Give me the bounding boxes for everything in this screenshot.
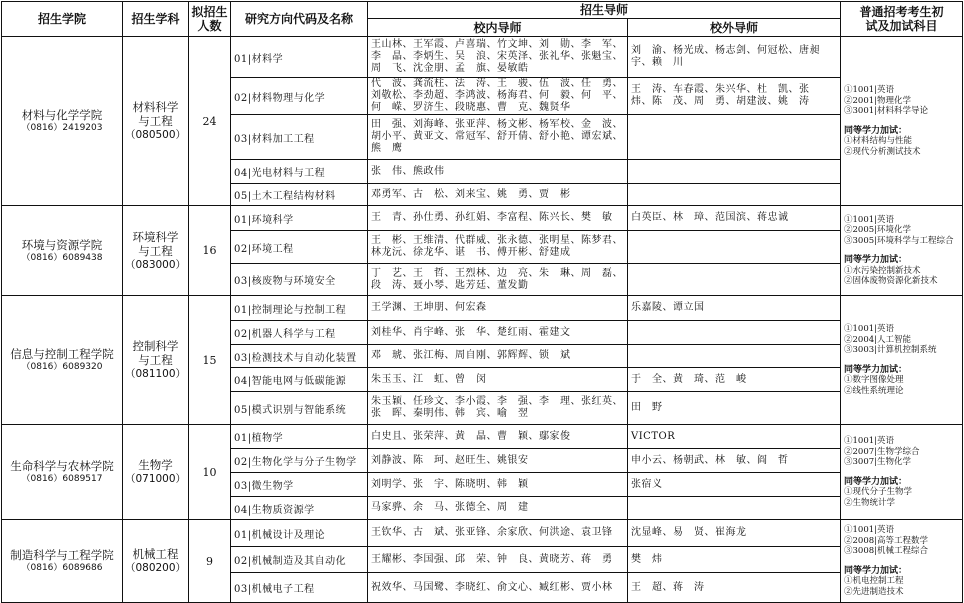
header-external: 校外导师 — [628, 19, 841, 37]
college-name: 环境与资源学院 — [21, 237, 103, 252]
subject-code: （080200） — [124, 562, 187, 574]
external-supervisors — [628, 184, 841, 206]
exam-subject: ③3005|环境科学与工程综合 — [844, 235, 954, 246]
table-row — [2, 37, 963, 78]
internal-supervisors: 丁 艺、王 哲、王烈林、边 亮、朱 琳、周 磊、段 涛、聂小琴、匙芳廷、董发勤 — [368, 264, 628, 296]
subject-name: 材料科学与工程 — [132, 100, 179, 128]
college-name: 生命科学与农林学院 — [10, 459, 114, 473]
equivalent-title: 同等学力加试： — [844, 364, 908, 375]
direction-label: 05|土木工程结构材料 — [231, 184, 368, 206]
direction-label: 03|核废物与环境安全 — [231, 264, 368, 296]
exam-subject: ③3007|生物化学 — [844, 457, 912, 467]
header-internal: 校内导师 — [368, 19, 628, 37]
internal-supervisors: 白史且、张荣萍、黄 晶、曹 颖、鄢家俊 — [368, 425, 628, 449]
subject-code: （071000） — [124, 473, 187, 485]
internal-supervisors: 王 青、孙仕勇、孙红娟、李富程、陈兴长、樊 敏 — [368, 206, 628, 231]
internal-supervisors: 田 强、刘海峰、张亚萍、杨文彬、杨军校、金 波、胡小平、黄亚文、常冠军、舒开倩、舒小艳、谭宏斌、熊 鹰 — [368, 115, 628, 160]
exam-subjects-cell — [841, 206, 963, 296]
equivalent-subject: ②生物统计学 — [844, 497, 896, 508]
quota-count: 24 — [189, 37, 231, 206]
external-supervisors: 刘 渝、杨光成、杨志剑、何冠松、唐昶宇、赖 川 — [628, 37, 841, 78]
external-supervisors: 田 野 — [628, 392, 841, 425]
direction-label: 03|材料加工工程 — [231, 115, 368, 160]
equivalent-subject: ①数字图像处理 — [844, 375, 904, 385]
direction-label: 02|材料物理与化学 — [231, 78, 368, 115]
exam-subject: ②2007|生物学综合 — [844, 446, 920, 457]
internal-supervisors: 刘静波、陈 珂、赵旺生、姚银安 — [368, 449, 628, 473]
subject-cell — [123, 37, 189, 206]
header-direction: 研究方向代码及名称 — [231, 2, 368, 37]
equivalent-title: 同等学力加试： — [844, 255, 908, 265]
exam-subjects-cell — [841, 425, 963, 520]
external-supervisors — [628, 264, 841, 296]
internal-supervisors: 王学渊、王坤朋、何宏森 — [368, 296, 628, 321]
college-phone: （0816）2419203 — [21, 123, 103, 133]
subject-code: （083000） — [124, 258, 187, 271]
external-supervisors — [628, 497, 841, 520]
header-exam: 普通招考考生初试及加试科目 — [841, 2, 963, 37]
college-name: 信息与控制工程学院 — [10, 347, 114, 361]
equivalent-subject: ②固体废物资源化新技术 — [844, 276, 938, 286]
equivalent-title: 同等学力加试： — [844, 565, 908, 576]
subject-code: （080500） — [124, 129, 187, 141]
internal-supervisors: 刘明学、张 宇、陈晓明、韩 颖 — [368, 473, 628, 497]
header-supervisors: 招生导师 — [368, 2, 841, 19]
quota-count: 10 — [189, 425, 231, 520]
table-row — [2, 296, 963, 321]
college-cell — [2, 296, 123, 425]
direction-label: 03|机械电子工程 — [231, 573, 368, 603]
direction-label: 01|机械设计及理论 — [231, 520, 368, 547]
exam-subject: ③3001|材料科学导论 — [844, 106, 929, 116]
external-supervisors: 白英臣、林 璋、范国滨、蒋忠诚 — [628, 206, 841, 231]
external-supervisors: 沈显峰、易 贤、崔海龙 — [628, 520, 841, 547]
exam-subject: ②2005|环境化学 — [844, 225, 912, 235]
college-phone: （0816）6089438 — [21, 252, 103, 263]
internal-supervisors: 祝效华、马国鹭、李晓红、俞文心、臧红彬、贾小林 — [368, 573, 628, 603]
college-phone: （0816）6089517 — [21, 474, 103, 484]
exam-subject: ②2008|高等工程数学 — [844, 535, 929, 546]
exam-subjects-cell — [841, 296, 963, 425]
subject-name: 机械工程 — [132, 547, 179, 561]
subject-code: （081100） — [124, 368, 187, 380]
direction-label: 05|模式识别与智能系统 — [231, 392, 368, 425]
quota-count: 9 — [189, 520, 231, 603]
external-supervisors: 张宿义 — [628, 473, 841, 497]
college-cell — [2, 425, 123, 520]
external-supervisors: 申小云、杨朝武、林 敏、阎 哲 — [628, 449, 841, 473]
exam-subject: ①1001|英语 — [844, 324, 895, 334]
exam-subject: ②2004|人工智能 — [844, 334, 912, 345]
exam-subjects-cell — [841, 37, 963, 206]
college-phone: （0816）6089686 — [21, 563, 103, 573]
table-row — [2, 425, 963, 449]
external-supervisors — [628, 231, 841, 264]
equivalent-subject: ②现代分析测试技术 — [844, 146, 921, 157]
equivalent-title: 同等学力加试： — [844, 125, 908, 136]
direction-label: 03|微生物学 — [231, 473, 368, 497]
external-supervisors — [628, 160, 841, 184]
exam-subject: ③3003|计算机控制系统 — [844, 345, 937, 355]
quota-count: 15 — [189, 296, 231, 425]
direction-label: 02|机器人科学与工程 — [231, 321, 368, 345]
equivalent-subject: ①现代分子生物学 — [844, 487, 913, 497]
direction-label: 02|环境工程 — [231, 231, 368, 264]
external-supervisors — [628, 115, 841, 160]
equivalent-subject: ②先进制造技术 — [844, 586, 904, 597]
header-quota: 拟招生人数 — [189, 2, 231, 37]
college-name: 材料与化学学院 — [21, 108, 103, 122]
direction-label: 01|环境科学 — [231, 206, 368, 231]
internal-supervisors: 马家骅、余 马、张德全、周 建 — [368, 497, 628, 520]
external-supervisors: 于 全、黄 琦、范 峻 — [628, 368, 841, 392]
equivalent-title: 同等学力加试： — [844, 476, 908, 487]
subject-name: 控制科学与工程 — [132, 339, 179, 367]
direction-label: 01|控制理论与控制工程 — [231, 296, 368, 321]
subject-cell — [123, 296, 189, 425]
equivalent-subject: ①材料结构与性能 — [844, 136, 913, 146]
internal-supervisors: 王 彬、王维清、代群威、张永德、张明星、陈梦君、林龙沅、徐龙华、谌 书、傅开彬、舒建成 — [368, 231, 628, 264]
college-cell — [2, 37, 123, 206]
exam-subject: ①1001|英语 — [844, 525, 895, 535]
internal-supervisors: 张 伟、熊政伟 — [368, 160, 628, 184]
external-supervisors — [628, 321, 841, 345]
internal-supervisors: 代 波、龚流柱、法 涛、王 骏、伍 波、任 勇、刘敬松、李劲超、李鸿波、杨海君、何 毅、何 平、何 嵘、罗济生、段晓惠、曹 克、魏贤华 — [368, 78, 628, 115]
exam-subject: ①1001|英语 — [844, 85, 895, 95]
external-supervisors: VICTOR — [628, 425, 841, 449]
internal-supervisors: 王山林、王军霞、卢喜瑞、竹文坤、刘 勋、李 军、李 晶、李炳生、吴 浪、宋英泽、张礼华、张魁宝、周 飞、沈金朋、孟 旗、晏敏皓 — [368, 37, 628, 78]
equivalent-subject: ①水污染控制新技术 — [844, 265, 921, 276]
exam-subject: ①1001|英语 — [844, 436, 895, 446]
direction-label: 04|生物质资源学 — [231, 497, 368, 520]
admissions-table — [1, 1, 963, 603]
exam-subjects-cell — [841, 520, 963, 603]
equivalent-subject: ①机电控制工程 — [844, 576, 904, 586]
exam-subject: ③3008|机械工程综合 — [844, 546, 929, 556]
internal-supervisors: 朱玉玉、江 虹、曾 闵 — [368, 368, 628, 392]
header-college: 招生学院 — [2, 2, 123, 37]
internal-supervisors: 邓 琥、张江梅、周自刚、郭辉辉、锁 斌 — [368, 345, 628, 368]
header-subject: 招生学科 — [123, 2, 189, 37]
table-row — [2, 206, 963, 231]
subject-name: 生物学 — [138, 458, 173, 472]
direction-label: 01|材料学 — [231, 37, 368, 78]
external-supervisors: 樊 炜 — [628, 547, 841, 573]
direction-label: 02|机械制造及其自动化 — [231, 547, 368, 573]
subject-cell — [123, 520, 189, 603]
table-body — [2, 37, 963, 603]
internal-supervisors: 王钦华、古 斌、张亚锋、余家欣、何洪途、袁卫锋 — [368, 520, 628, 547]
exam-subject: ①1001|英语 — [844, 214, 895, 225]
college-phone: （0816）6089320 — [21, 362, 103, 372]
direction-label: 01|植物学 — [231, 425, 368, 449]
direction-label: 04|智能电网与低碳能源 — [231, 368, 368, 392]
direction-label: 03|检测技术与自动化装置 — [231, 345, 368, 368]
college-name: 制造科学与工程学院 — [10, 548, 114, 562]
direction-label: 04|光电材料与工程 — [231, 160, 368, 184]
external-supervisors: 王 涛、车春霞、朱兴华、杜 凯、张 炜、陈 茂、周 勇、胡建波、姚 涛 — [628, 78, 841, 115]
equivalent-subject: ②线性系统理论 — [844, 385, 904, 396]
external-supervisors: 乐嘉陵、谭立国 — [628, 296, 841, 321]
table-row — [2, 520, 963, 547]
internal-supervisors: 邓勇军、古 松、刘来宝、姚 勇、贾 彬 — [368, 184, 628, 206]
direction-label: 02|生物化学与分子生物学 — [231, 449, 368, 473]
internal-supervisors: 王耀彬、李国强、邱 荣、钟 良、黄晓芳、蒋 勇 — [368, 547, 628, 573]
external-supervisors — [628, 345, 841, 368]
quota-count: 16 — [189, 206, 231, 296]
exam-subject: ②2001|物理化学 — [844, 95, 912, 106]
subject-cell — [123, 206, 189, 296]
internal-supervisors: 朱玉颖、任珍文、李小霞、李 强、李 理、张红英、张 晖、秦明伟、韩 宾、喻 翌 — [368, 392, 628, 425]
college-cell — [2, 520, 123, 603]
subject-cell — [123, 425, 189, 520]
college-cell — [2, 206, 123, 296]
external-supervisors: 王 超、蒋 涛 — [628, 573, 841, 603]
internal-supervisors: 刘桂华、肖宇峰、张 华、楚红雨、霍建文 — [368, 321, 628, 345]
subject-name: 环境科学与工程 — [132, 229, 179, 258]
